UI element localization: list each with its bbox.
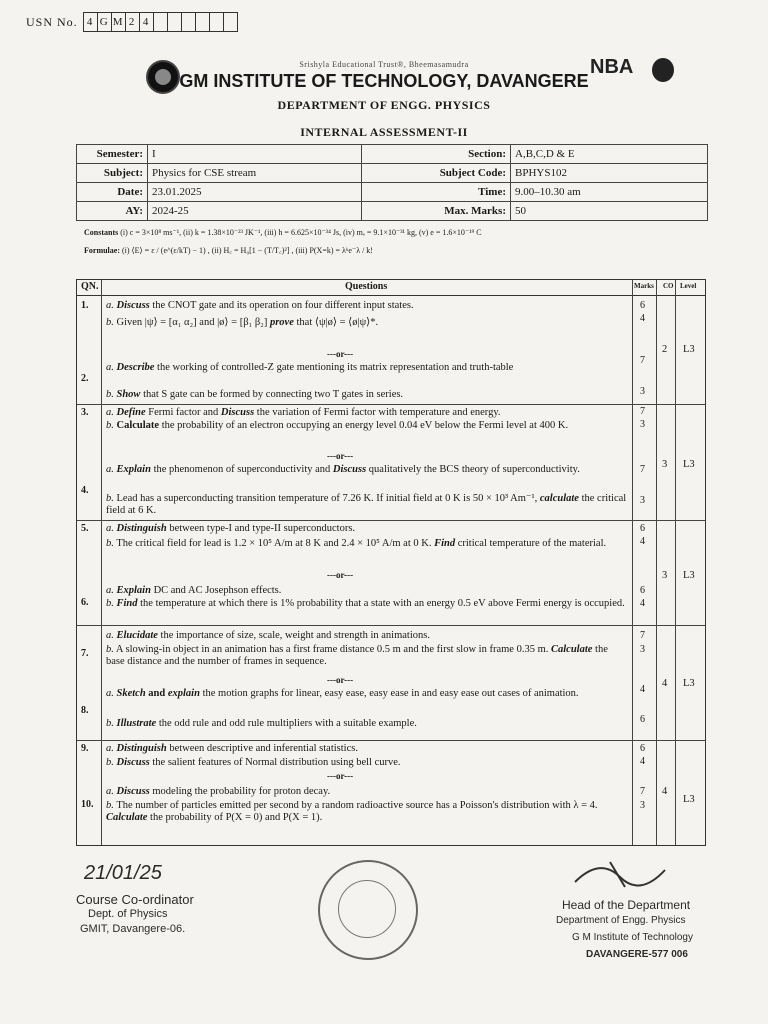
- co-value: 3: [662, 570, 668, 581]
- ay-value: 2024-25: [148, 202, 362, 221]
- question-number: 5.: [81, 523, 89, 534]
- coordinator-title: Course Co-ordinator: [76, 892, 194, 907]
- marks-value: 6: [640, 714, 645, 725]
- co-value: 3: [662, 459, 668, 470]
- marks-value: 4: [640, 756, 645, 767]
- assessment-title: INTERNAL ASSESSMENT-II: [300, 125, 468, 139]
- marks-value: 7: [640, 786, 645, 797]
- usn-box: [209, 12, 224, 32]
- date-label: Date:: [77, 183, 148, 202]
- question-3a: a. Define Fermi factor and Discuss the variation of Fermi factor with temperature and energy.: [106, 407, 501, 418]
- code-label: Subject Code:: [362, 164, 511, 183]
- usn-box: [223, 12, 238, 32]
- hod-city: DAVANGERE-577 006: [586, 949, 688, 960]
- nba-logo-icon: NBA: [590, 56, 634, 78]
- question-number: 6.: [81, 597, 89, 608]
- usn-box: M: [111, 12, 126, 32]
- header-co: CO: [663, 282, 674, 290]
- semester-value: I: [148, 145, 362, 164]
- marks-value: 7: [640, 355, 645, 366]
- usn-box: 4: [139, 12, 154, 32]
- question-10b: b. The number of particles emitted per second by a random radioactive source has a Poisson's distribution with λ = 4. Calculate the probability of P(X = 0) and P(X = 1).: [106, 800, 598, 823]
- usn-box: [167, 12, 182, 32]
- header: [0, 60, 768, 140]
- marks-value: 50: [511, 202, 708, 221]
- constants-line: Constants (i) c = 3×10⁸ ms⁻¹, (ii) k = 1.38×10⁻²³ JK⁻¹, (iii) h = 6.625×10⁻³⁴ Js, (iv) mₑ = 9.1×10⁻³¹ kg, (v) e = 1.6×10⁻¹⁹ C: [84, 228, 482, 237]
- section-value: A,B,C,D & E: [511, 145, 708, 164]
- usn-label: USN No.: [26, 14, 78, 29]
- marks-value: 6: [640, 300, 645, 311]
- question-number: 3.: [81, 407, 89, 418]
- marks-value: 7: [640, 406, 645, 417]
- or-separator: ---or---: [327, 570, 354, 580]
- handwritten-date: 21/01/25: [84, 862, 162, 884]
- marks-value: 3: [640, 386, 645, 397]
- subject-value: Physics for CSE stream: [148, 164, 362, 183]
- usn-box: [153, 12, 168, 32]
- questions-table: [76, 279, 706, 846]
- question-8b: b. Illustrate the odd rule and odd rule multipliers with a suitable example.: [106, 718, 417, 729]
- question-6b: b. Find the temperature at which there is 1% probability that a state with an energy 0.5 eV above Fermi energy is occupied.: [106, 598, 625, 609]
- question-5b: b. The critical field for lead is 1.2 × 10⁵ A/m at 8 K and 2.4 × 10⁵ A/m at 0 K. Find critical temperature of the material.: [106, 538, 607, 549]
- questions-table-header: [77, 280, 705, 296]
- question-1b: b. Given |ψ⟩ = [α₁ α₂] and |ø⟩ = [β₁ β₂] prove that ⟨ψ|ø⟩ = ⟨ø|ψ⟩*.: [106, 317, 379, 328]
- time-label: Time:: [362, 183, 511, 202]
- hod-signature-icon: [570, 852, 680, 892]
- coordinator-inst: GMIT, Davangere-06.: [80, 923, 186, 935]
- level-value: L3: [683, 794, 695, 805]
- marks-value: 6: [640, 523, 645, 534]
- or-separator: ---or---: [327, 451, 354, 461]
- hod-dept: Department of Engg. Physics: [556, 915, 686, 926]
- exam-info-table: [76, 144, 708, 221]
- formulae-line: Formulae: (i) ⟨E⟩ = ε / (e^(ε/kT) − 1) , (ii) H꜀ = H₀[1 − (T/T꜀)²] , (iii) P(X=k) = λᵏe⁻λ / k!: [84, 246, 373, 255]
- usn-box: G: [97, 12, 112, 32]
- hod-inst: G M Institute of Technology: [572, 932, 693, 943]
- marks-value: 3: [640, 419, 645, 430]
- question-number: 9.: [81, 743, 89, 754]
- marks-value: 7: [640, 630, 645, 641]
- marks-value: 3: [640, 495, 645, 506]
- question-9b: b. Discuss the salient features of Normal distribution using bell curve.: [106, 757, 401, 768]
- question-7a: a. Elucidate the importance of size, scale, weight and strength in animations.: [106, 630, 430, 641]
- co-value: 4: [662, 678, 668, 689]
- marks-value: 3: [640, 800, 645, 811]
- question-number: 8.: [81, 705, 89, 716]
- ay-label: AY:: [77, 202, 148, 221]
- marks-value: 4: [640, 684, 645, 695]
- question-8a: a. Sketch and explain the motion graphs for linear, easy ease, easy ease in and easy ease out cases of animation.: [106, 688, 579, 699]
- semester-label: Semester:: [77, 145, 148, 164]
- level-value: L3: [683, 459, 695, 470]
- or-separator: ---or---: [327, 349, 354, 359]
- marks-label: Max. Marks:: [362, 202, 511, 221]
- or-separator: ---or---: [327, 771, 354, 781]
- marks-value: 6: [640, 585, 645, 596]
- usn-box: [195, 12, 210, 32]
- marks-value: 4: [640, 536, 645, 547]
- level-value: L3: [683, 570, 695, 581]
- question-7b: b. A slowing-in object in an animation has a first frame distance 0.5 m and the first slow in frame 0.35 m. Calculate the base distance and the number of frames in sequence.: [106, 644, 608, 667]
- coordinator-dept: Dept. of Physics: [88, 908, 168, 920]
- question-5a: a. Distinguish between type-I and type-II superconductors.: [106, 523, 356, 534]
- question-number: 2.: [81, 373, 89, 384]
- question-9a: a. Distinguish between descriptive and inferential statistics.: [106, 743, 358, 754]
- marks-value: 7: [640, 464, 645, 475]
- code-value: BPHYS102: [511, 164, 708, 183]
- department-name: DEPARTMENT OF ENGG. PHYSICS: [277, 98, 491, 112]
- co-value: 2: [662, 344, 668, 355]
- hod-title: Head of the Department: [562, 898, 691, 912]
- usn-row: [26, 12, 238, 32]
- usn-box: [181, 12, 196, 32]
- header-marks: Marks: [634, 282, 654, 290]
- question-2b: b. Show that S gate can be formed by connecting two T gates in series.: [106, 389, 404, 400]
- question-number: 10.: [81, 799, 94, 810]
- question-3b: b. Calculate the probability of an electron occupying an energy level 0.04 eV below the Fermi level at 400 K.: [106, 420, 569, 431]
- header-questions: Questions: [345, 281, 388, 292]
- usn-box: 4: [83, 12, 98, 32]
- question-number: 7.: [81, 648, 89, 659]
- question-2a: a. Describe the working of controlled-Z gate mentioning its matrix representation and truth-table: [106, 362, 514, 373]
- trust-name: Srishyla Educational Trust®, Bheemasamudra: [299, 60, 469, 69]
- header-qn: QN.: [81, 281, 99, 292]
- question-10a: a. Discuss modeling the probability for proton decay.: [106, 786, 331, 797]
- question-1a: a. Discuss the CNOT gate and its operation on four different input states.: [106, 300, 414, 311]
- or-separator: ---or---: [327, 675, 354, 685]
- section-label: Section:: [362, 145, 511, 164]
- question-4a: a. Explain the phenomenon of superconductivity and Discuss qualitatively the BCS theory of superconductivity.: [106, 464, 580, 475]
- question-number: 4.: [81, 485, 89, 496]
- question-6a: a. Explain DC and AC Josephson effects.: [106, 585, 282, 596]
- usn-box: 2: [125, 12, 140, 32]
- co-value: 4: [662, 786, 668, 797]
- time-value: 9.00–10.30 am: [511, 183, 708, 202]
- question-number: 1.: [81, 300, 89, 311]
- subject-label: Subject:: [77, 164, 148, 183]
- question-4b: b. Lead has a superconducting transition temperature of 7.26 K. If initial field at 0 K is 50 × 10³ Am⁻¹, calculate the critical field at 6 K.: [106, 493, 627, 516]
- level-value: L3: [683, 344, 695, 355]
- header-level: Level: [680, 282, 697, 290]
- date-value: 23.01.2025: [148, 183, 362, 202]
- marks-value: 6: [640, 743, 645, 754]
- marks-value: 4: [640, 598, 645, 609]
- marks-value: 3: [640, 644, 645, 655]
- marks-value: 4: [640, 313, 645, 324]
- institute-name: GM INSTITUTE OF TECHNOLOGY, DAVANGERE: [179, 71, 589, 91]
- institute-seal-icon: [318, 860, 418, 960]
- level-value: L3: [683, 678, 695, 689]
